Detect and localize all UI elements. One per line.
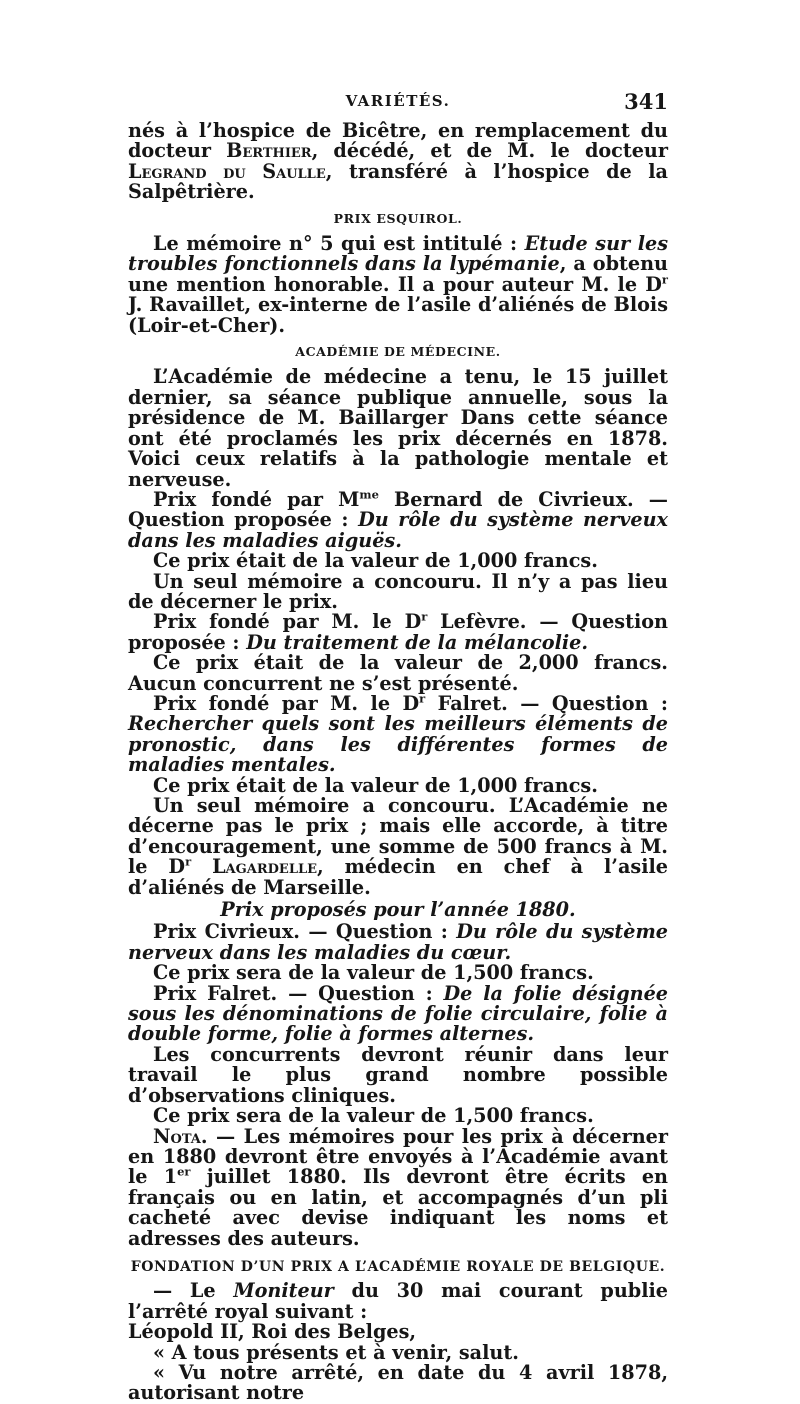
paragraph-nota (128, 1124, 669, 1250)
question-title: Du rôle du système nerveux dans les maladies aiguës. (128, 508, 668, 552)
newspaper-title: Moniteur (233, 1279, 334, 1303)
name-lagardelle: Lagardelle (212, 855, 318, 879)
paragraph-valeur: Ce prix sera de la valeur de 1,500 francs. (152, 1104, 594, 1128)
text-run: Falret. — Question : (425, 691, 669, 715)
text-run: , décédé, et de M. le docteur (311, 139, 668, 163)
paragraph-encouragement (128, 796, 668, 898)
text-run: Bernard de Civrieux. — Question proposée : (128, 487, 668, 532)
text-run: Prix Civrieux. — Question : (152, 920, 457, 944)
text-run: nés à l’hospice de Bicêtre, en remplacement du docteur (128, 119, 668, 163)
question-title: Du rôle du système nerveux dans les maladies du cœur. (128, 920, 668, 964)
text-run: J. Ravaillet, ex-interne de l’asile d’aliénés de Blois (Loir-et-Cher). (128, 293, 668, 337)
text-run: juillet 1880. Ils devront être écrits en français ou en latin, et accompagnés d’un pli cacheté avec devise indiquant les noms et adresses des auteurs. (128, 1165, 669, 1250)
heading-text: Prix proposés pour l’année 1880. (220, 898, 576, 922)
text-run: Prix Falret. — Question : (152, 981, 444, 1005)
paragraph-moniteur (128, 1281, 668, 1322)
question-title: Du traitement de la mélancolie. (246, 630, 589, 654)
text-run: Un seul mémoire a concouru. L’Académie ne décerne pas le prix ; mais elle accorde, à titre d’encouragement, une somme de 500 francs à M. le D (128, 794, 668, 879)
name-legrand-du-saulle: Legrand du Saulle (128, 159, 326, 183)
section-heading-prix-esquirol: PRIX ESQUIROL. (333, 210, 463, 226)
paragraph-prix-civrieux (128, 487, 668, 552)
section-heading-fondation: FONDATION D’UN PRIX A L’ACADÉMIE ROYALE DE BELGIQUE. (130, 1258, 666, 1275)
page-number: 341 (624, 89, 668, 114)
text-run: Prix fondé par M (152, 487, 360, 511)
section-heading-prix-proposes (128, 900, 668, 920)
superscript: r (661, 272, 668, 287)
paragraph-prix-falret (128, 691, 669, 777)
question-title: Rechercher quels sont les meilleurs éléments de pronostic, dans les différentes formes de maladies mentales. (128, 712, 668, 777)
paragraph-valeur: Ce prix sera de la valeur de 1,500 francs. (152, 961, 594, 985)
text-run: , a obtenu une mention honorable. Il a pour auteur M. le D (128, 252, 668, 296)
text-run: Lefèvre. — Question proposée : (128, 610, 669, 654)
name-berthier: Berthier (226, 139, 312, 163)
paragraph-concurrents: Les concurrents devront réunir dans leur travail le plus grand nombre possible d’observations cliniques. (128, 1042, 668, 1107)
paragraph-civrieux-1880 (128, 922, 668, 963)
text-run: . — Les mémoires pour les prix à décerner en 1880 devront être envoyés à l’Académie avant le 1 (128, 1124, 668, 1189)
text-run: du 30 mai courant publie l’arrêté royal suivant : (128, 1279, 668, 1323)
nota-label: Nota (152, 1124, 201, 1148)
text-run: Le mémoire n° 5 qui est intitulé : (152, 232, 525, 256)
text-run: — Le (152, 1279, 234, 1303)
text-run: Prix fondé par M. le D (152, 691, 420, 715)
paragraph-concours: Un seul mémoire a concouru. Il n’y a pas lieu de décerner le prix. (128, 569, 668, 613)
paragraph-esquirol (128, 234, 668, 336)
text-run: , médecin en chef à l’asile d’aliénés de Marseille. (128, 855, 668, 899)
paragraph-valeur: Ce prix était de la valeur de 2,000 francs. Aucun concurrent ne s’est présenté. (128, 651, 668, 695)
running-head: VARIÉTÉS. (345, 92, 451, 110)
text-run: Prix fondé par M. le D (152, 610, 422, 634)
paragraph-leopold: Léopold II, Roi des Belges, (128, 1320, 417, 1344)
superscript: er (177, 1164, 191, 1179)
paragraph-valeur: Ce prix était de la valeur de 1,000 francs. (152, 549, 598, 573)
superscript: me (359, 487, 379, 502)
section-heading-academie: ACADÉMIE DE MÉDECINE. (295, 344, 501, 360)
paragraph-salut: « A tous présents et à venir, salut. (152, 1340, 519, 1364)
text-run: , transféré à l’hospice de la Salpêtrière. (128, 159, 668, 204)
page-body (128, 121, 668, 1404)
paragraph-falret-1880 (128, 981, 668, 1046)
superscript: r (419, 691, 426, 706)
paragraph-appointments (128, 121, 668, 203)
paragraph-prix-lefevre (128, 609, 669, 654)
superscript: r (421, 609, 428, 624)
paragraph-valeur: Ce prix était de la valeur de 1,000 francs. (152, 773, 598, 797)
paragraph-vu-notre-arrete: « Vu notre arrêté, en date du 4 avril 1878, autorisant notre (128, 1360, 668, 1404)
memoir-title: Etude sur les troubles fonctionnels dans la lypémanie (128, 232, 669, 276)
page-header (128, 89, 668, 118)
question-title: De la folie désignée sous les dénominations de folie circulaire, folie à double forme, folie à formes alternes. (128, 981, 668, 1046)
superscript: r (185, 854, 192, 869)
paragraph-seance: L’Académie de médecine a tenu, le 15 juillet dernier, sa séance publique annuelle, sous la présidence de M. Baillarger Dans cette séance ont été proclamés les prix décernés en 1878. Voici ceux relatifs à la pathologie mentale et nerveuse. (128, 365, 668, 491)
